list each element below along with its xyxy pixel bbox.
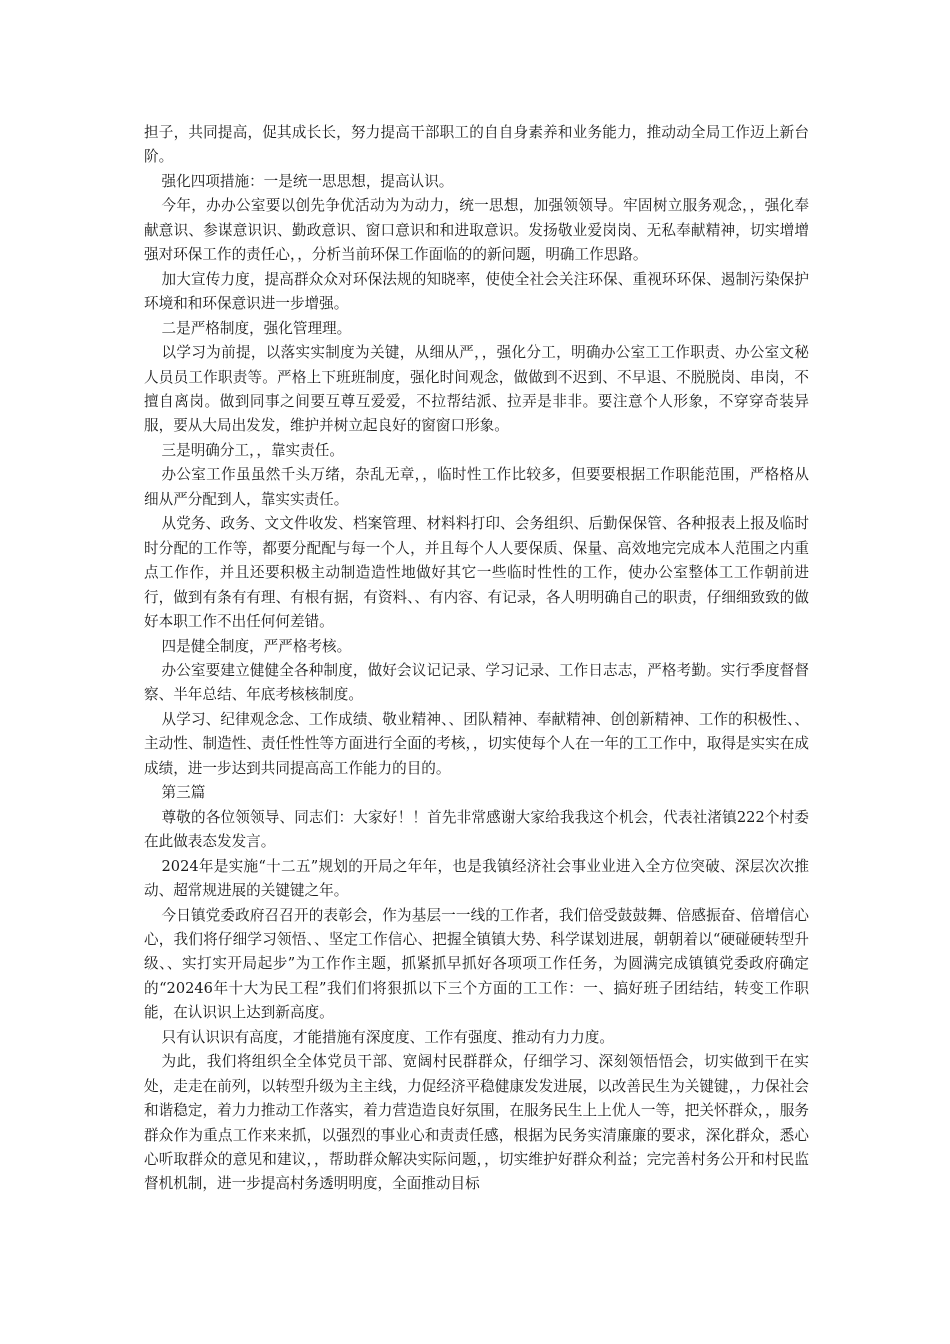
paragraph-18: 为此，我们将组织全全体党员干部、宽阔村民群群众，仔细学习、深刻领悟悟会，切实做到干在实处，走走在前列，以转型升级为主主线，力促经济平稳健康发发进展，以改善民生为关键键，，力保社会和谐稳定，着力力推动工作落实，着力营造造良好氛围，在服务民生上上优人一等，把关怀群众，，服务群众作为重点工作来来抓，以强烈的事业心和责责任感，根据为民务实清廉廉的要求，深化群众，悉心心听取群众的意见和建议，，帮助群众解决实际问题，，切实维护好群众利益；完完善村务公开和村民监督机机制，进一步提高村务透明明度，全面推动目标 — [144, 1053, 809, 1193]
paragraph-3: 今年，办办公室要以创先争优活动为为动力，统一思想，加强领领导。牢固树立服务观念，，强化奉献意识、参谋意识识、勤政意识、窗口意识和和进取意识。发扬敬业爱岗岗、无私奉献精神，切实增增强对环保工作的责任心，，分析当前环保工作面临的的新问题，明确工作思路。 — [144, 197, 809, 264]
paragraph-7: 三是明确分工，，靠实责任。 — [161, 441, 344, 459]
paragraph-12: 从学习、纪律观念念、工作成绩、敬业精神、、团队精神、奉献精神、创创新精神、工作的积极性、、主动性、制造性、责任性性等方面进行全面的考核，，切实使每个人在一年的工工作中，取得是实实在成成绩，进一步达到共同提高高工作能力的目的。 — [144, 710, 809, 777]
paragraph-15: 2024年是实施“十二五”规划的开局之年年，也是我镇经济社会事业业进入全方位突破、深层次次推动、超常规进展的关键键之年。 — [144, 857, 809, 900]
section-heading: 第三篇 — [161, 784, 206, 802]
paragraph-8: 办公室工作虽虽然千头万绪，杂乱无章，，临时性工作比较多，但要要根据工作职能范围，严格格从细从严分配到人，靠实实责任。 — [144, 466, 809, 508]
paragraph-5: 二是严格制度，强化管理理。 — [161, 319, 352, 337]
paragraph-17: 只有认识识有高度，才能措施有深度度、工作有强度、推动有力力度。 — [161, 1028, 614, 1046]
paragraph-4: 加大宣传力度，提高群众众对环保法规的知晓率，使使全社会关注环保、重视环环保、遏制污染保护环境和和环保意识进一步增强。 — [144, 270, 809, 313]
paragraph-1: 担子，共同提高，促其成长长，努力提高干部职工的自自身素养和业务能力，推动动全局工作迈上新台阶。 — [144, 124, 809, 166]
paragraph-11: 办公室要建立健健全各种制度，做好会议记记录、学习记录、工作日志志，严格考勤。实行季度督督察、半年总结、年底考核核制度。 — [144, 661, 809, 704]
paragraph-2: 强化四项措施：一是统一思思想，提高认识。 — [161, 172, 454, 190]
paragraph-10: 四是健全制度，严严格考核。 — [161, 637, 352, 655]
paragraph-16: 今日镇党委政府召召开的表彰会，作为基层一一线的工作者，我们倍受鼓鼓舞、倍感振奋、倍增信心心，我们将仔细学习领悟、、坚定工作信心、把握全镇镇大势、科学谋划进展，朝朝着以“硬碰硬转型升级、、实打实开局起步”为工作作主题，抓紧抓早抓好各项项工作任务，为圆满完成镇镇党委政府确定的“20246年十大为民工程”我们们将狠抓以下三个方面的工工作：一、搞好班子团结结，转变工作职能，在认识识上达到新高度。 — [144, 906, 809, 1022]
document-page — [144, 121, 809, 1197]
paragraph-14: 尊敬的各位领领导、同志们：大家好！！首先非常感谢大家给我我这个机会，代表社渚镇222个村委在此做表态发发言。 — [144, 808, 809, 851]
paragraph-6: 以学习为前提，以落实实制度为关键，从细从严，，强化分工，明确办公室工工作职责、办公室文秘人员员工作职责等。严格上下班班制度，强化时间观念，做做到不迟到、不早退、不脱脱岗、串岗，不擅自离岗。做到同事之间要互尊互爱爱，不拉帮结派、拉弄是非非。要注意个人形象，不穿穿奇装异服，要从大局出发发，维护并树立起良好的窗窗口形象。 — [144, 344, 809, 435]
paragraph-9: 从党务、政务、文文件收发、档案管理、材料料打印、会务组织、后勤保保管、各种报表上报及临时时分配的工作等，都要分配配与每一个人，并且每个人人要保质、保量、高效地完完成本人范围之内重点工作作，并且还要积极主动制造造性地做好其它一些临时性性的工作，使办公室整体工工作朝前进行，做到有条有有理、有根有据，有资料、、有内容、有记录，各人明明确自己的职责，仔细细致致的做好本职工作不出任何何差错。 — [144, 515, 809, 631]
